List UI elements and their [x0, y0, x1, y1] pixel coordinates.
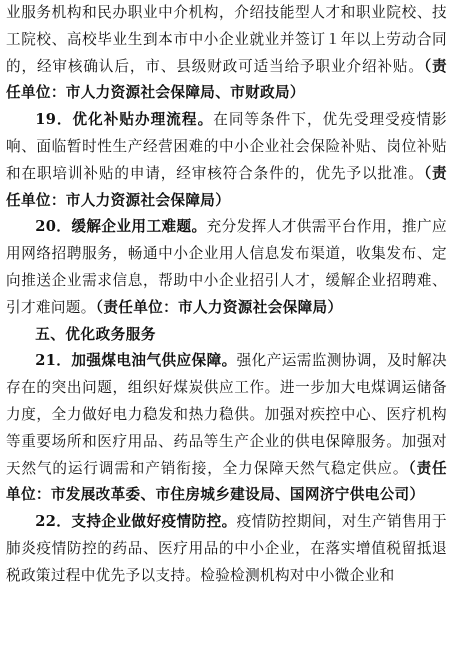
responsible-unit: （责任单位：市发展改革委、市住房城乡建设局、国网济宁供电公司） — [6, 459, 447, 504]
paragraph-body: 强化产运需监测协调，及时解决存在的突出问题，组织好煤炭供应工作。进一步加大电煤调运储备力度，全力做好电力稳发和热力稳供。加强对疾控中心、医疗机构等重要场所和医疗用品、药品等生产企业的供电保障服务。加强对天然气的运行调需和产销衔接，全力保障天然气稳定供应。 — [6, 352, 447, 477]
paragraph-body: 疫情防控期间，对生产销售用于肺炎疫情防控的药品、医疗用品的中小企业，在落实增值税留抵退税政策过程中优先予以支持。检验检测机构对中小微企业和 — [6, 513, 447, 584]
paragraph-22 — [6, 509, 447, 589]
paragraph-20 — [6, 214, 447, 321]
paragraph-body: 在同等条件下，优先受理受疫情影响、面临暂时性生产经营困难的中小企业社会保险补贴、岗位补贴和在职培训补贴的申请，经审核符合条件的，优先予以批准。 — [6, 111, 447, 182]
paragraph-body: 充分发挥人才供需平台作用，推广应用网络招聘服务，畅通中小企业用人信息发布渠道，收集发布、定向推送企业需求信息，帮助中小企业招引人才，缓解企业招聘难、引才难问题。 — [6, 218, 447, 316]
item-heading: 22．支持企业做好疫情防控。 — [35, 513, 237, 531]
item-heading: 21．加强煤电油气供应保障。 — [35, 352, 237, 370]
paragraph-19 — [6, 107, 447, 214]
paragraph-21 — [6, 348, 447, 509]
responsible-unit: （责任单位：市人力资源社会保障局） — [6, 164, 447, 209]
responsible-unit: （责任单位：市人力资源社会保障局、市财政局） — [6, 57, 447, 102]
paragraph-continued — [6, 0, 447, 107]
item-heading: 20．缓解企业用工难题。 — [35, 218, 207, 236]
paragraph-body: 业服务机构和民办职业中介机构，介绍技能型人才和职业院校、技工院校、高校毕业生到本市中小企业就业并签订１年以上劳动合同的，经审核确认后，市、县级财政可适当给予职业介绍补贴。 — [6, 4, 447, 75]
section-heading: 五、优化政务服务 — [35, 325, 156, 343]
responsible-unit: （责任单位：市人力资源社会保障局） — [95, 298, 343, 316]
item-heading: 19．优化补贴办理流程。 — [35, 111, 214, 129]
